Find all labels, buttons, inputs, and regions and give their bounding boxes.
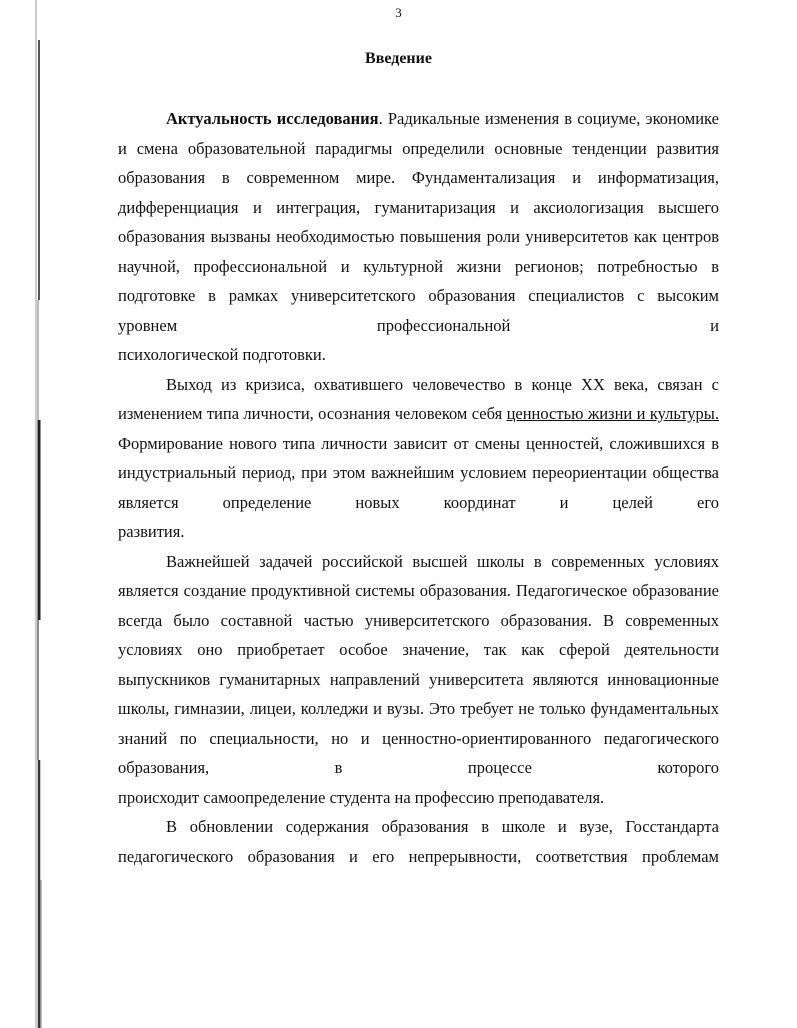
paragraph-1: [118, 104, 719, 340]
paragraph-4-text: В обновлении содержания образования в школе и вузе, Госстандарта педагогического образования и его непрерывности, соответствия проблемам: [118, 817, 719, 866]
paragraph-2-end: развития.: [118, 522, 185, 541]
paragraph-1-end: психологической подготовки.: [118, 345, 326, 364]
paragraph-2: [118, 370, 719, 518]
paragraph-1-text: . Радикальные изменения в социуме, экономике и смена образовательной парадигмы определили основные тенденции развития образования в современном мире. Фундаментализация и информатизация, дифференциация и интеграция, гуманитаризация и аксиологизация высшего образования вызваны необходимостью повышения роли университетов как центров научной, профессиональной и культурной жизни регионов; потребностью в подготовке в рамках университетского образования специалистов с высоким уровнем профессиональной и: [118, 109, 719, 335]
document-body: [118, 104, 719, 871]
paragraph-2-underlined-text: ценностью жизни и культуры.: [506, 404, 719, 423]
paragraph-2-text-before: Выход из кризиса, охватившего человечество в конце XX века, связан с изменением типа личности, осознания человеком себя: [118, 374, 719, 423]
paragraph-1-lead: Актуальность исследования: [166, 109, 379, 128]
page-number: 3: [395, 5, 402, 20]
paragraph-3-end: происходит самоопределение студента на профессию преподавателя.: [118, 787, 605, 807]
scan-binding-edge: [30, 0, 46, 1028]
page-title: Введение: [365, 50, 432, 67]
paragraph-3: [118, 547, 719, 783]
paragraph-3-text: Важнейшей задачей российской высшей школы в современных условиях является создание продуктивной системы образования. Педагогическое образование всегда было составной частью университетского образования. В современных условиях оно приобретает особое значение, так как сферой деятельности выпускников гуманитарных направлений университета являются инновационные школы, гимназии, лицеи, колледжи и вузы. Это требует не только фундаментальных знаний по специальности, но и ценностно-ориентированного педагогического образования, в процессе которого: [118, 551, 719, 777]
paragraph-4: [118, 812, 719, 871]
paragraph-2-text-after: Формирование нового типа личности зависит от смены ценностей, сложившихся в индустриальный период, при этом важнейшим условием переориентации общества является определение новых координат и целей его: [118, 433, 719, 512]
